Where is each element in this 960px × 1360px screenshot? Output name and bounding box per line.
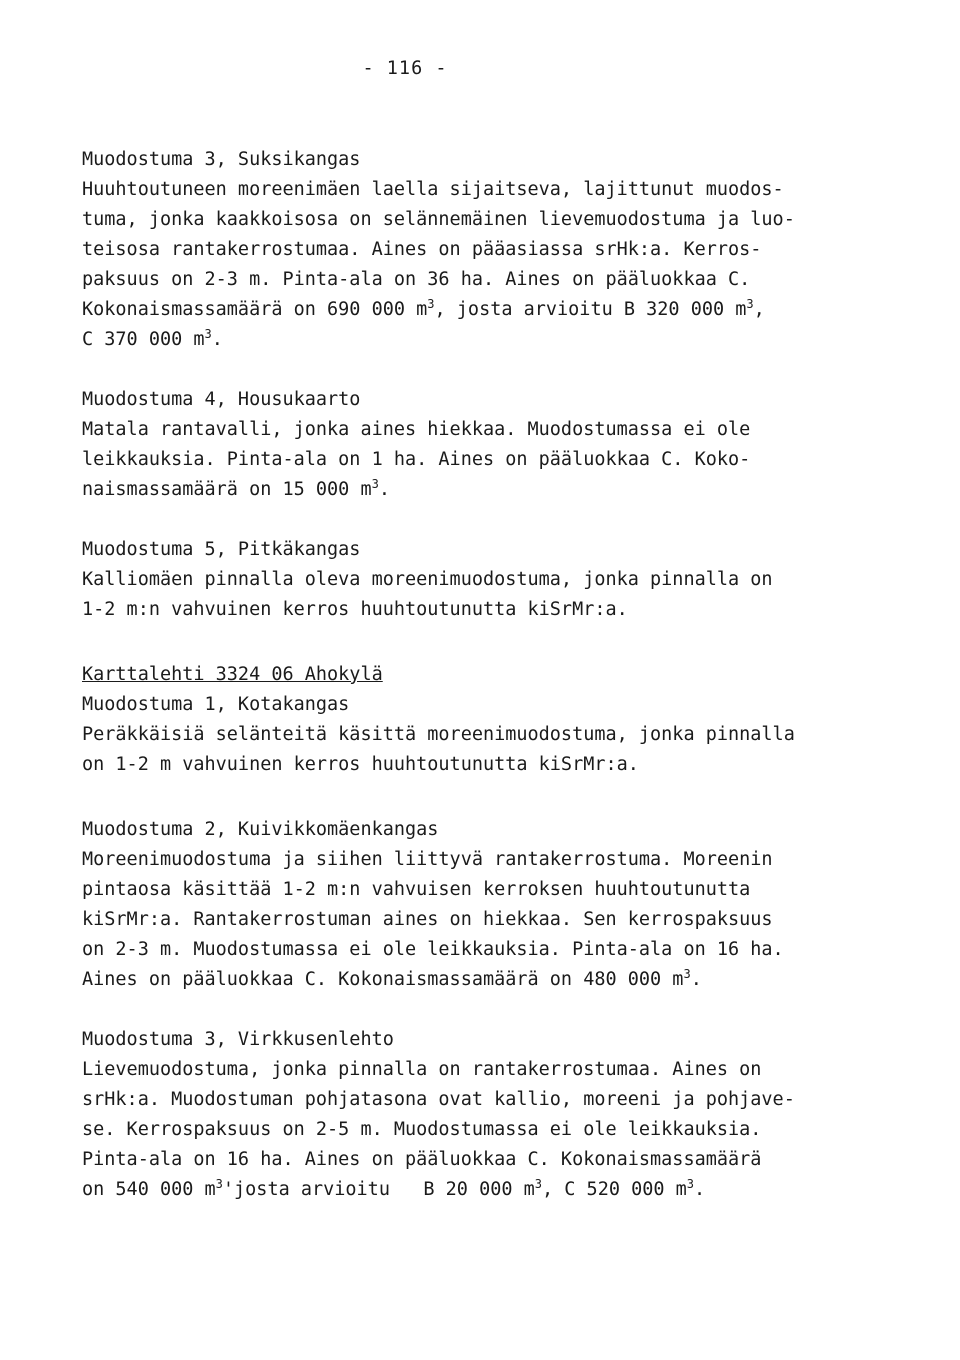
text-line: kiSrMr:a. Rantakerrostuman aines on hiekkaa. Sen kerrospaksuus bbox=[82, 909, 773, 930]
text-line: srHk:a. Muodostuman pohjatasona ovat kallio, moreeni ja pohjave- bbox=[82, 1089, 795, 1110]
text-line: se. Kerrospaksuus on 2-5 m. Muodostumassa ei ole leikkauksia. bbox=[82, 1119, 762, 1140]
text-line: leikkauksia. Pinta-ala on 1 ha. Aines on pääluokkaa C. Koko- bbox=[82, 449, 751, 470]
text-line: Huuhtoutuneen moreenimäen laella sijaitseva, lajittunut muodos- bbox=[82, 179, 784, 200]
text-line: Matala rantavalli, jonka aines hiekkaa. Muodostumassa ei ole bbox=[82, 419, 751, 440]
text-line: Peräkkäisiä selänteitä käsittä moreenimuodostuma, jonka pinnalla bbox=[82, 724, 795, 745]
text-line: teisosa rantakerrostumaa. Aines on pääasiassa srHk:a. Kerros- bbox=[82, 239, 762, 260]
section-muodostuma-3-suksikangas bbox=[82, 145, 912, 355]
section-muodostuma-4-housukaarto bbox=[82, 385, 912, 505]
section-karttalehti-ahokyla bbox=[82, 660, 912, 780]
text-line: 1-2 m:n vahvuinen kerros huuhtoutunutta kiSrMr:a. bbox=[82, 599, 628, 620]
section-title: Muodostuma 5, Pitkäkangas bbox=[82, 539, 361, 560]
text-line: on 2-3 m. Muodostumassa ei ole leikkauksia. Pinta-ala on 16 ha. bbox=[82, 939, 784, 960]
text-line: C 370 000 $m^3$. bbox=[82, 327, 223, 350]
text-line: naismassamäärä on 15 000 $m^3$. bbox=[82, 477, 390, 500]
text-line: Pinta-ala on 16 ha. Aines on pääluokkaa C. Kokonaismassamäärä bbox=[82, 1149, 762, 1170]
section-muodostuma-3-virkkusenlehto bbox=[82, 1025, 912, 1205]
text-line: Lievemuodostuma, jonka pinnalla on rantakerrostumaa. Aines on bbox=[82, 1059, 762, 1080]
text-line: Kalliomäen pinnalla oleva moreenimuodostuma, jonka pinnalla on bbox=[82, 569, 773, 590]
map-sheet-heading: Karttalehti 3324 06 Ahokylä bbox=[82, 664, 383, 685]
text-line: Moreenimuodostuma ja siihen liittyvä rantakerrostuma. Moreenin bbox=[82, 849, 773, 870]
section-muodostuma-2-kuivikkomaenkangas bbox=[82, 815, 912, 995]
text-line: tuma, jonka kaakkoisosa on selännemäinen lievemuodostuma ja luo- bbox=[82, 209, 795, 230]
section-title: Muodostuma 2, Kuivikkomäenkangas bbox=[82, 819, 439, 840]
section-title: Muodostuma 4, Housukaarto bbox=[82, 389, 361, 410]
section-title: Muodostuma 3, Virkkusenlehto bbox=[82, 1029, 394, 1050]
section-title: Muodostuma 1, Kotakangas bbox=[82, 694, 350, 715]
text-line: pintaosa käsittää 1-2 m:n vahvuisen kerroksen huuhtoutunutta bbox=[82, 879, 751, 900]
section-muodostuma-5-pitkakangas bbox=[82, 535, 912, 625]
section-title: Muodostuma 3, Suksikangas bbox=[82, 149, 361, 170]
text-line: on 540 000 $m^3'josta$ arvioitu B 20 000 $m^3$, C 520 000 $m^3$. bbox=[82, 1177, 706, 1200]
text-line: paksuus on 2-3 m. Pinta-ala on 36 ha. Aines on pääluokkaa C. bbox=[82, 269, 751, 290]
text-line: on 1-2 m vahvuinen kerros huuhtoutunutta kiSrMr:a. bbox=[82, 754, 639, 775]
text-line: Aines on pääluokkaa C. Kokonaismassamäärä on 480 000 $m^3$. bbox=[82, 967, 702, 990]
page-number: - 116 - bbox=[362, 58, 448, 79]
text-line: Kokonaismassamäärä on 690 000 $m^3$, josta arvioitu B 320 000 $m^3$, bbox=[82, 297, 765, 320]
